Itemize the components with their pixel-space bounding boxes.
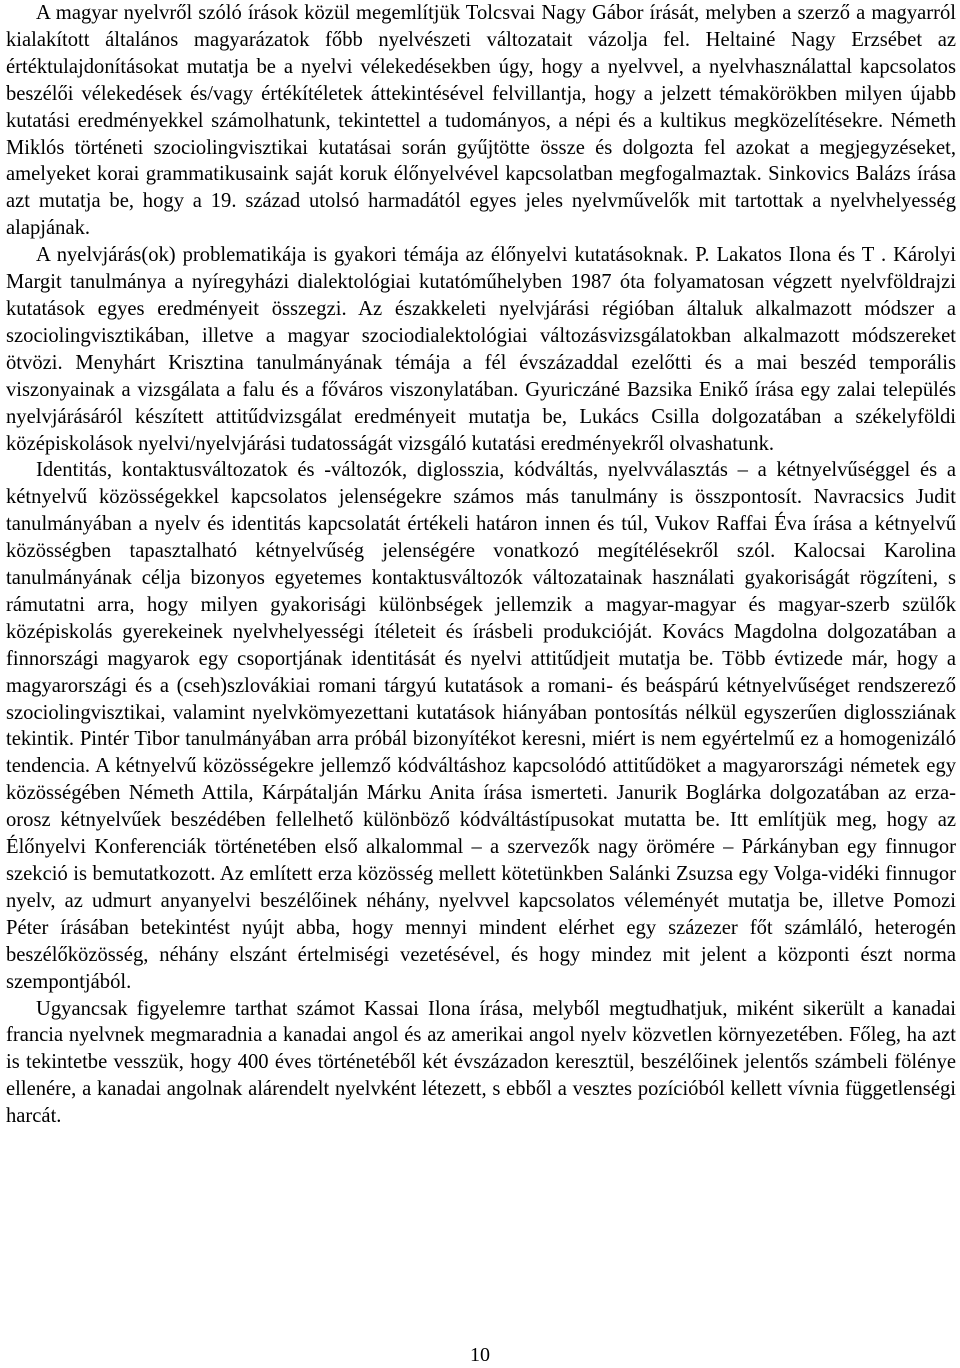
paragraph-bilingualism-studies: Identitás, kontaktusváltozatok és -változók, diglosszia, kódváltás, nyelvválasztás – a kétnyelvűséggel és a kétnyelvű közösségekkel kapcsolatos jelenségekre számos más tanulmány is összpontosít. Navracsics Judit tanulmányában a nyelv és identitás kapcsolatát értékeli határon innen és túl, Vukov Raffai Éva írása a kétnyelvű közösségben tapasztalható kétnyelvűség jelenségére vonatkozó megítélésekről szól. Kalocsai Karolina tanulmányának célja bizonyos egyetemes kontaktusváltozók változatainak használati gyakoriságát rögzíteni, s rámutatni arra, hogy milyen gyakorisági különbségek jellemzik a magyar-magyar és magyar-szerb szülők középiskolás gyerekeinek nyelvhelyességi ítéleteit és írásbeli produkcióját. Kovács Magdolna dolgozatában a finnországi magyarok egy csoportjának identitását és nyelvi attitűdjeit mutatja be. Több évtizede már, hogy a magyarországi és a (cseh)szlovákiai romani tárgyú kutatások a romani- és beáspárú kétnyelvűséget rendszerező szociolingvisztikai, valamint nyelvkömyezettani kutatások hiányában pontosítás nélkül egyszerűen diglossziának tekintik. Pintér Tibor tanulmányában arra próbál bizonyítékot keresni, miért is nem egyértelmű ez a homogenizáló tendencia. A kétnyelvű közösségekre jellemző kódváltáshoz kapcsolódó attitűdöket a magyarországi németek egy közösségében Németh Attila, Kárpátalján Márku Anita írása ismerteti. Janurik Boglárka dolgozatában az erza-orosz kétnyelvűek beszédében fellelhető különböző kódváltástípusokat mutatta be. Itt említjük meg, hogy az Élőnyelvi Konferenciák történetében első alkalommal – a szervezők nagy örömére – Párkányban egy finnugor szekció is bemutatkozott. Az említett erza közösség mellett kötetünkben Salánki Zsuzsa egy Volga-vidéki finnugor nyelv, az udmurt anyanyelvi beszélőinek néhány, nyelvvel kapcsolatos véleményét mutatja be, illetve Pomozi Péter írásában betekintést nyújt abba, hogy mennyi mindent elérhet egy százezer főt számláló, heterogén beszélőközösség, néhány elszánt értelmiségi vezetésével, és hogy mindez mit jelent a központi észt norma szempontjából. bbox=[6, 459, 956, 993]
paragraph-dialect-studies: A nyelvjárás(ok) problematikája is gyakori témája az élőnyelvi kutatásoknak. P. Lakatos Ilona és T . Károlyi Margit tanulmánya a nyíregyházi dialektológiai kutatóműhelyben 1987 óta folyamatosan végzett nyelvföldrajzi kutatások egyes eredményeit összegzi. Az északkeleti nyelvjárási régióban általuk alkalmazott módszer a szociolingvisztikában, illetve a magyar szociodialektológiai változásvizsgálatokban alkalmazott módszereket ötvözi. Menyhárt Krisztina tanulmányának témája a fél évszázaddal ezelőtti és a mai beszéd temporális viszonyainak a vizsgálata a falu és a főváros viszonylatában. Gyuriczáné Bazsika Enikő írása egy zalai település nyelvjárásáról készített attitűdvizsgálat eredményeit mutatja be, Lukács Csilla dolgozatában a székelyföldi középiskolások nyelvi/nyelvjárási tudatosságát vizsgáló kutatási eredményekről olvashatunk. bbox=[6, 244, 956, 455]
paragraph-language-studies: A magyar nyelvről szóló írások közül megemlítjük Tolcsvai Nagy Gábor írását, melyben a szerző a magyarról kialakított általános magyarázatok főbb nyelvészeti változatait vázolja fel. Heltainé Nagy Erzsébet az értéktulajdonításokat mutatja be a nyelvi vélekedésekben úgy, hogy a nyelvvel, a nyelvhasználattal kapcsolatos beszélői vélekedések és/vagy értékítéletek áttekintésével felvillantja, hogy a jelzett témakörökben milyen újabb kutatási eredményekkel számolhatunk, tekintettel a tudományos, a népi és a kultikus megközelítésekre. Németh Miklós történeti szociolingvisztikai kutatásai során gyűjtötte össze és dolgozta fel azokat a megjegyzéseket, amelyeket korai grammatikusaink saját koruk élőnyelvével kapcsolatban megfogalmaztak. Sinkovics Balázs írása azt mutatja be, hogy a 19. század utolsó harmadától egyes jeles nyelvművelők mit tartottak a nyelvhelyesség alapjának. bbox=[6, 2, 956, 240]
document-body bbox=[6, 0, 956, 1130]
page-number: 10 bbox=[470, 1344, 490, 1366]
paragraph-canadian-french: Ugyancsak figyelemre tarthat számot Kassai Ilona írása, melyből megtudhatjuk, miként sikerült a kanadai francia nyelvnek megmaradnia a kanadai angol és az amerikai angol nyelv közvetlen környezetében. Főleg, ha azt is tekintetbe vesszük, hogy 400 éves történetéből két évszázadon keresztül, beszélőinek jelentős számbeli fölénye ellenére, a kanadai angolnak alárendelt nyelvként létezett, s ebből a vesztes pozícióból kellett vívnia függetlenségi harcát. bbox=[6, 997, 956, 1128]
